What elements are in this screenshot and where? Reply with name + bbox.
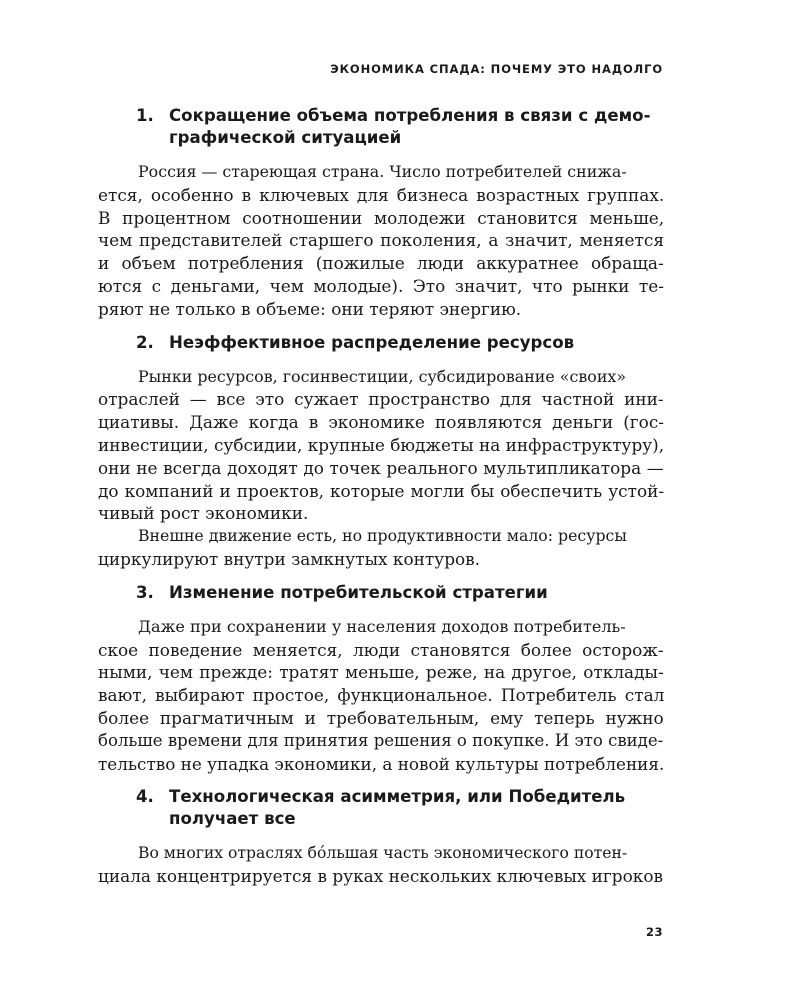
section-heading-2 <box>98 332 664 354</box>
text-line: ряют не только в объеме: они теряют энергию. <box>98 298 522 319</box>
section-number: 4. <box>136 787 154 807</box>
section-number: 3. <box>136 582 154 602</box>
paragraph <box>98 616 664 776</box>
section-title-line: графической ситуацией <box>169 128 402 147</box>
text-line: ются с деньгами, чем молодые). Это значит, что рынки те- <box>98 275 664 296</box>
text-line: до компаний и проектов, которые могли бы обеспечить устой- <box>98 480 664 501</box>
section-title <box>169 582 664 604</box>
text-line: циала концентрируется в руках нескольких ключевых игроков <box>98 866 663 887</box>
text-line: тельство не упадка экономики, а новой культуры потребления. <box>98 753 664 774</box>
section-title-line: Технологическая асимметрия, или Победитель <box>169 787 626 807</box>
body-text <box>98 105 664 888</box>
text-line: ными, чем прежде: тратят меньше, реже, на другое, отклады- <box>98 662 664 683</box>
page-number: 23 <box>645 925 663 939</box>
section-heading-1 <box>98 105 664 149</box>
paragraph <box>98 161 664 321</box>
text-line: Внешне движение есть, но продуктивности мало: ресурсы <box>138 526 627 546</box>
section-title-line: Сокращение объема потребления в связи с демо- <box>169 106 651 125</box>
text-line: циативы. Даже когда в экономике появляются деньги (гос- <box>98 412 664 433</box>
section-number: 1. <box>136 106 154 125</box>
text-line: они не всегда доходят до точек реального мультипликатора — <box>98 457 664 478</box>
text-line: циркулируют внутри замкнутых контуров. <box>98 548 481 569</box>
text-line: Во многих отраслях бóльшая часть экономического потен- <box>138 844 628 863</box>
text-line: ется, особенно в ключевых для бизнеса возрастных группах. <box>98 184 664 205</box>
text-line: более прагматичным и требовательным, ему теперь нужно <box>98 707 664 728</box>
text-line: В процентном соотношении молодежи становится меньше, <box>98 207 664 228</box>
text-line: больше времени для принятия решения о покупке. И это свиде- <box>98 730 664 750</box>
text-line: Россия — стареющая страна. Число потребителей снижа- <box>138 162 627 181</box>
text-line: Даже при сохранении у населения доходов потребитель- <box>138 616 626 636</box>
text-line: и объем потребления (пожилые люди аккуратнее обраща- <box>98 253 664 274</box>
section-title-line: Неэффективное распределение ресурсов <box>169 332 575 352</box>
section-title <box>169 105 664 149</box>
text-line: чем представителей старшего поколения, а значит, меняется <box>98 230 664 251</box>
section-title-line: Изменение потребительской стратегии <box>169 582 548 602</box>
text-line: чивый рост экономики. <box>98 503 309 524</box>
section-title <box>169 332 664 354</box>
section-title <box>169 786 664 830</box>
section-heading-4 <box>98 786 664 830</box>
paragraph <box>98 842 664 888</box>
text-line: Рынки ресурсов, госинвестиции, субсидирование «своих» <box>138 366 627 386</box>
text-line: вают, выбирают простое, функциональное. Потребитель стал <box>98 685 664 706</box>
text-line: ское поведение меняется, люди становятся более осторож- <box>98 639 664 660</box>
text-line: отраслей — все это сужает пространство для частной ини- <box>98 389 664 410</box>
paragraph <box>98 525 664 571</box>
running-head: ЭКОНОМИКА СПАДА: ПОЧЕМУ ЭТО НАДОЛГО <box>330 62 663 76</box>
section-number: 2. <box>136 332 154 352</box>
section-title-line: получает все <box>169 809 296 829</box>
section-heading-3 <box>98 582 664 604</box>
paragraph <box>98 366 664 526</box>
text-line: инвестиции, субсидии, крупные бюджеты на инфраструктуру), <box>98 434 664 455</box>
